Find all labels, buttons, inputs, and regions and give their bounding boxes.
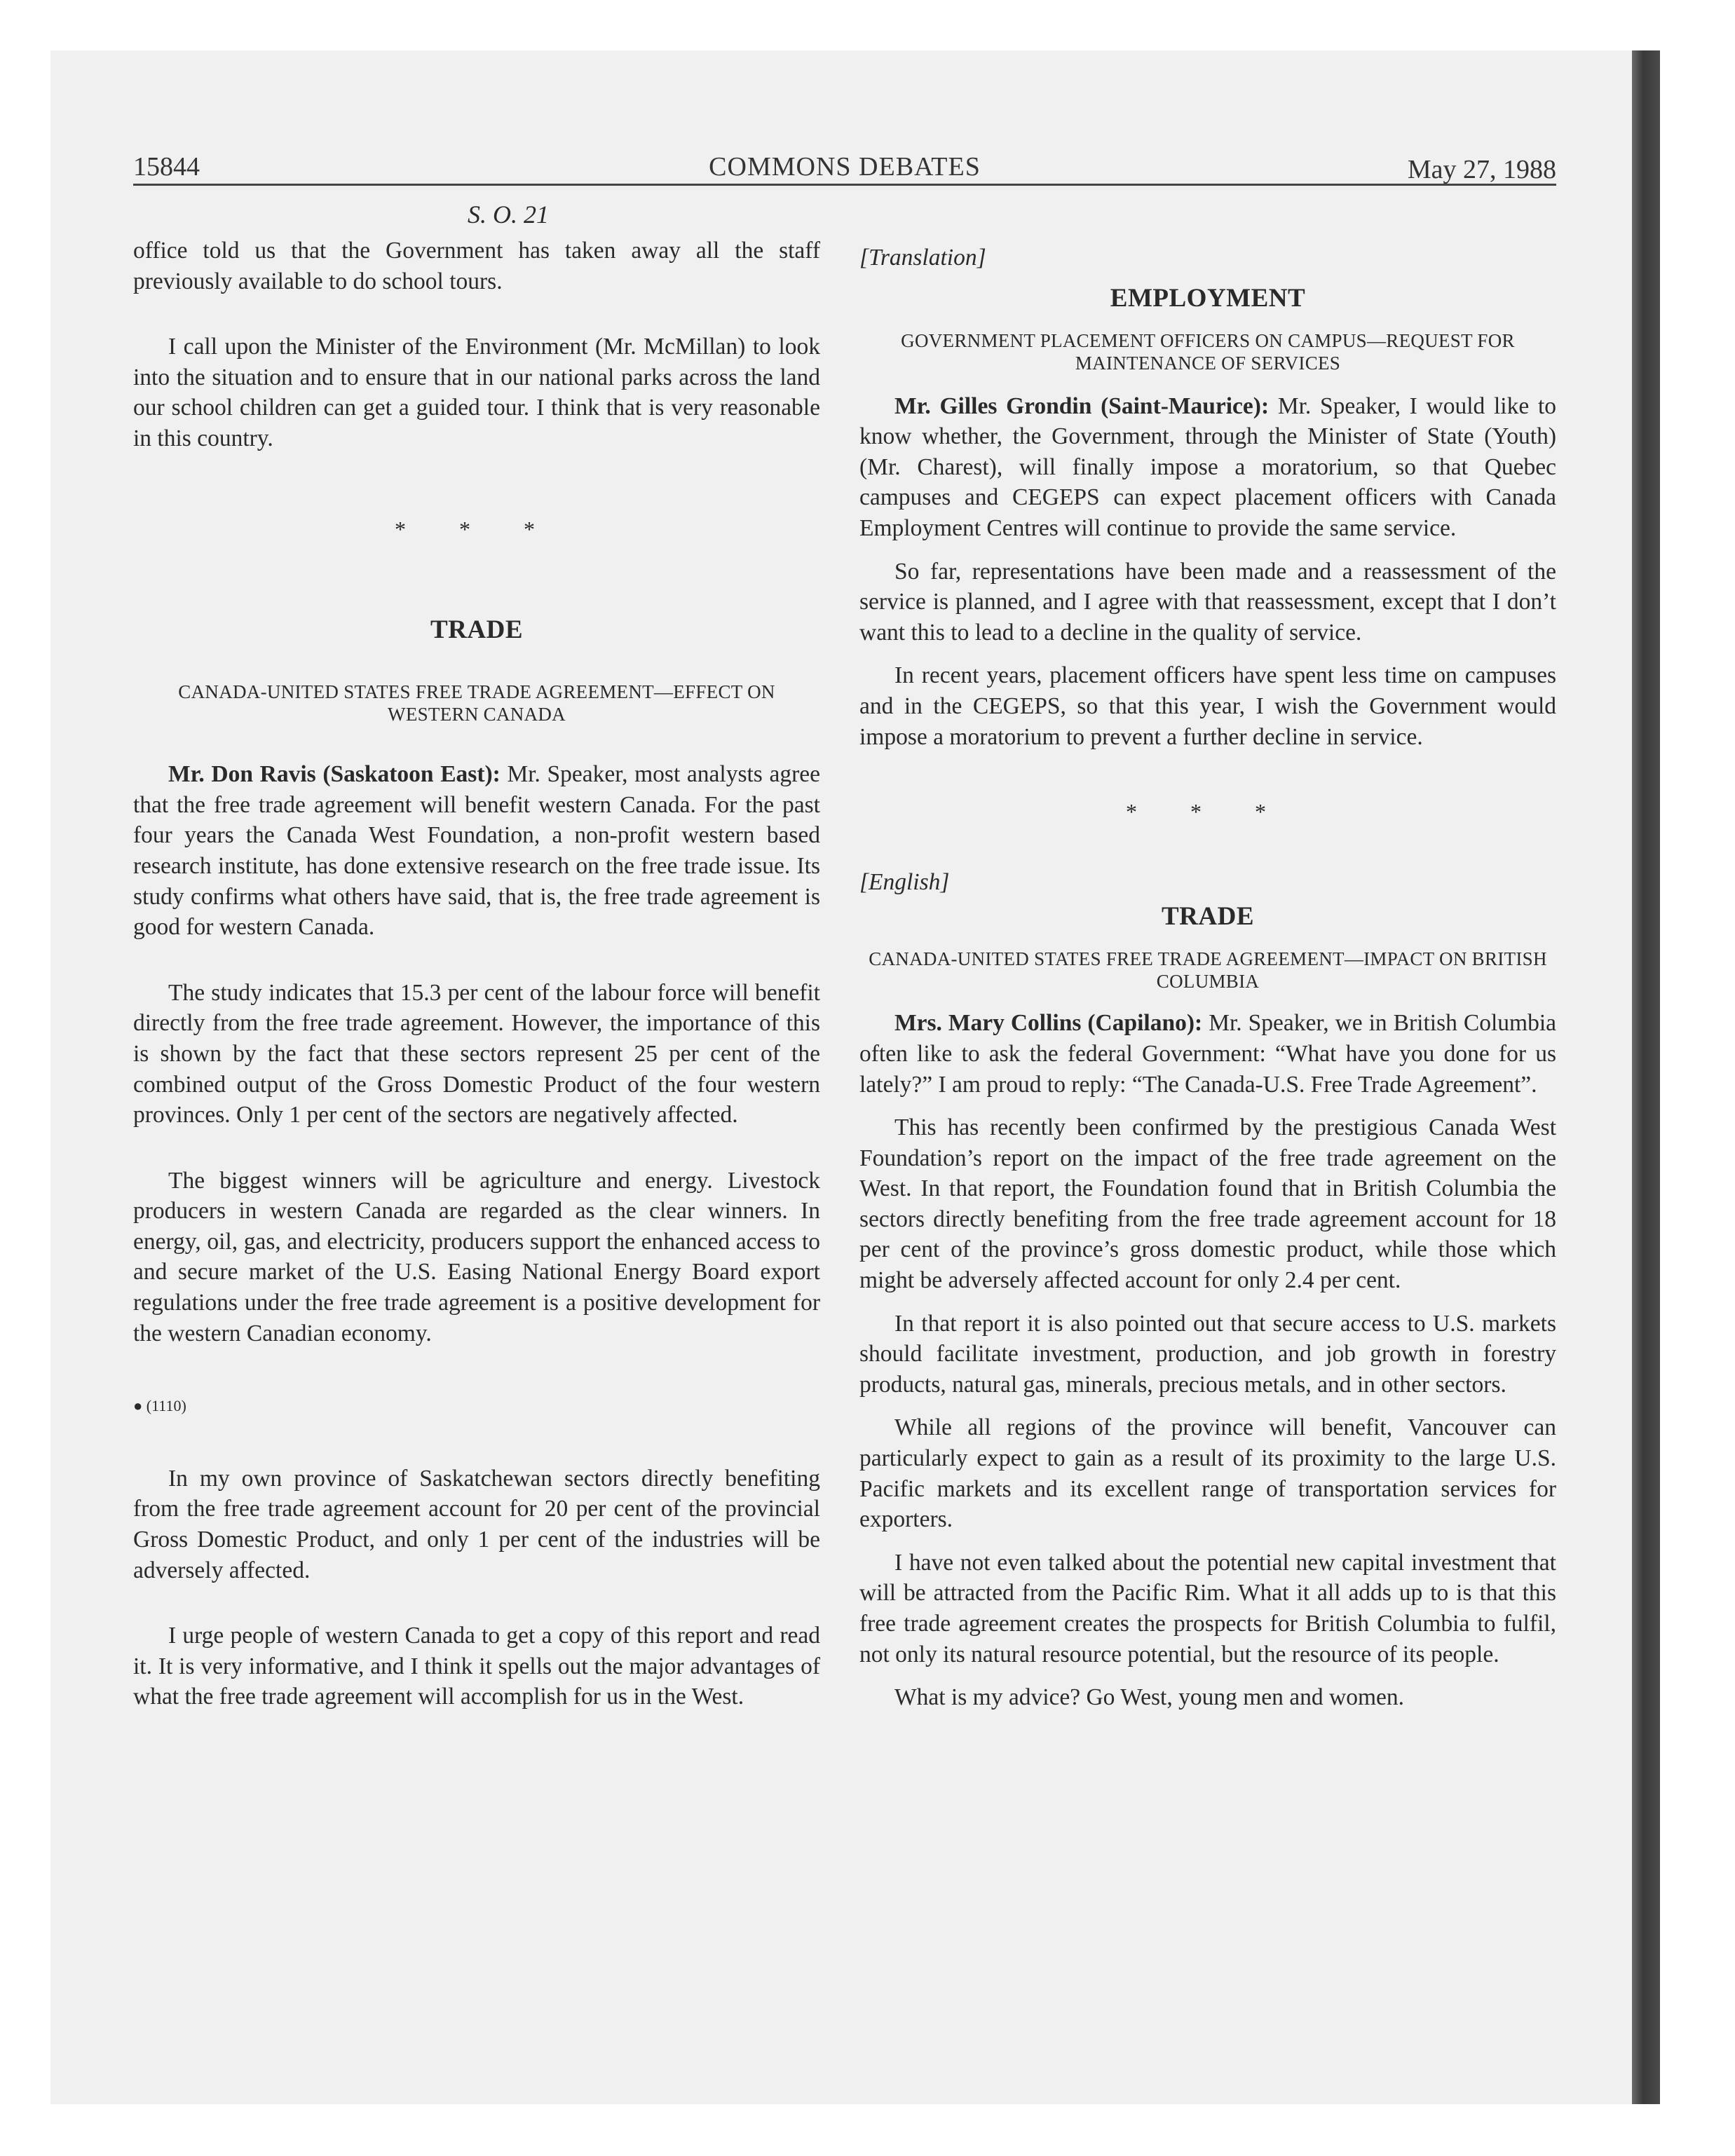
section-subheading: GOVERNMENT PLACEMENT OFFICERS ON CAMPUS—REQUEST FOR MAINTENANCE OF SERVICES xyxy=(901,329,1515,374)
speaker-name: Mr. Don Ravis (Saskatoon East): xyxy=(168,761,501,788)
paragraph: So far, representations have been made and a reassessment of the service is planned, and I agree with that reassessment, except that I don’t want this to lead to a decline in the quality of service. xyxy=(859,558,1556,646)
binding-edge xyxy=(1632,50,1660,2104)
page-date: May 27, 1988 xyxy=(1407,155,1556,184)
running-header xyxy=(133,146,1556,185)
paragraph: In recent years, placement officers have spent less time on campuses and in the CEGEPS, so that this year, I wish the Government would impose a moratorium to prevent a further decline in service. xyxy=(859,662,1556,750)
section-subheading: CANADA-UNITED STATES FREE TRADE AGREEMENT—EFFECT ON WESTERN CANADA xyxy=(178,681,775,725)
page-number: 15844 xyxy=(133,152,200,182)
language-marker: [Translation] xyxy=(859,245,986,271)
standing-order-label: S. O. 21 xyxy=(468,200,549,228)
section-separator: * * * xyxy=(1126,799,1290,825)
time-marker: ● (1110) xyxy=(133,1397,186,1415)
header-rule xyxy=(133,184,1556,186)
speech-paragraph xyxy=(133,759,820,943)
section-separator: * * * xyxy=(395,516,559,542)
left-column xyxy=(133,198,820,1712)
paragraph: What is my advice? Go West, young men and women. xyxy=(894,1684,1405,1711)
paragraph: In my own province of Saskatchewan sectors directly benefiting from the free trade agreement account for 20 per cent of the provincial Gross Domestic Product, and only 1 per cent of the industries will be adversely affected. xyxy=(133,1465,820,1583)
speech-paragraph xyxy=(859,1008,1556,1100)
section-heading: TRADE xyxy=(1161,902,1255,932)
paragraph: The biggest winners will be agriculture and energy. Livestock producers in western Canada are regarded as the clear winners. In energy, oil, gas, and electricity, producers support the enhanced access to and secure market of the U.S. Easing National Energy Board export regulations under the free trade agreement is a positive development for the western Canadian economy. xyxy=(133,1167,820,1346)
paragraph: While all regions of the province will benefit, Vancouver can particularly expect to gain as a result of its proximity to the large U.S. Pacific markets and its excellent range of transportation services for exporters. xyxy=(859,1414,1556,1533)
paragraph: I urge people of western Canada to get a copy of this report and read it. It is very informative, and I think it spells out the major advantages of what the free trade agreement will accomplish for us in the West. xyxy=(133,1623,820,1710)
paragraph: office told us that the Government has taken away all the staff previously available to do school tours. xyxy=(133,238,820,294)
paragraph: I call upon the Minister of the Environment (Mr. McMillan) to look into the situation and to ensure that in our national parks across the land our school children can get a guided tour. I think that is very reasonable in this country. xyxy=(133,334,820,451)
speaker-name: Mrs. Mary Collins (Capilano): xyxy=(894,1010,1203,1037)
section-heading: EMPLOYMENT xyxy=(1110,283,1306,313)
journal-title: COMMONS DEBATES xyxy=(709,152,981,182)
paragraph: I have not even talked about the potential new capital investment that will be attracted from the Pacific Rim. What it all adds up to is that this free trade agreement creates the prospects for British Columbia to fulfil, not only its natural resource potential, but the resource of its people. xyxy=(859,1549,1556,1667)
paragraph: The study indicates that 15.3 per cent of the labour force will benefit directly from the free trade agreement. However, the importance of this is shown by the fact that these sectors represent 25 per cent of the combined output of the Gross Domestic Product of the four western provinces. Only 1 per cent of the sectors are negatively affected. xyxy=(133,979,820,1128)
right-column xyxy=(859,198,1556,1713)
section-heading: TRADE xyxy=(430,615,524,645)
speech-paragraph xyxy=(859,391,1556,544)
speech-text: Mr. Speaker, we in British Columbia often like to ask the federal Government: “What have you done for us lately?” I am proud to reply: “The Canada-U.S. Free Trade Agreement”. xyxy=(859,1010,1556,1098)
speaker-name: Mr. Gilles Grondin (Saint-Maurice): xyxy=(894,393,1270,419)
language-marker: [English] xyxy=(859,868,950,895)
paragraph: This has recently been confirmed by the prestigious Canada West Foundation’s report on the impact of the free trade agreement on the West. In that report, the Foundation found that in British Columbia the sectors directly benefiting from the free trade agreement account for 18 per cent of the province’s gross domestic product, while those which might be adversely affected account for only 2.4 per cent. xyxy=(859,1114,1556,1294)
speech-text: Mr. Speaker, I would like to know whether, the Government, through the Minister of State (Youth) (Mr. Charest), will finally impose a moratorium, so that Quebec campuses and CEGEPS can expect placement officers with Canada Employment Centres will continue to provide the same service. xyxy=(859,393,1556,541)
paragraph: In that report it is also pointed out that secure access to U.S. markets should facilitate investment, production, and job growth in forestry products, natural gas, minerals, precious metals, and in other sectors. xyxy=(859,1310,1556,1398)
section-subheading: CANADA-UNITED STATES FREE TRADE AGREEMENT—IMPACT ON BRITISH COLUMBIA xyxy=(869,948,1547,992)
speech-text: Mr. Speaker, most analysts agree that the free trade agreement will benefit western Canada. For the past four years the Canada West Foundation, a non-profit western based research institute, has done extensive research on the free trade issue. Its study confirms what others have said, that is, the free trade agreement is good for western Canada. xyxy=(133,761,820,941)
